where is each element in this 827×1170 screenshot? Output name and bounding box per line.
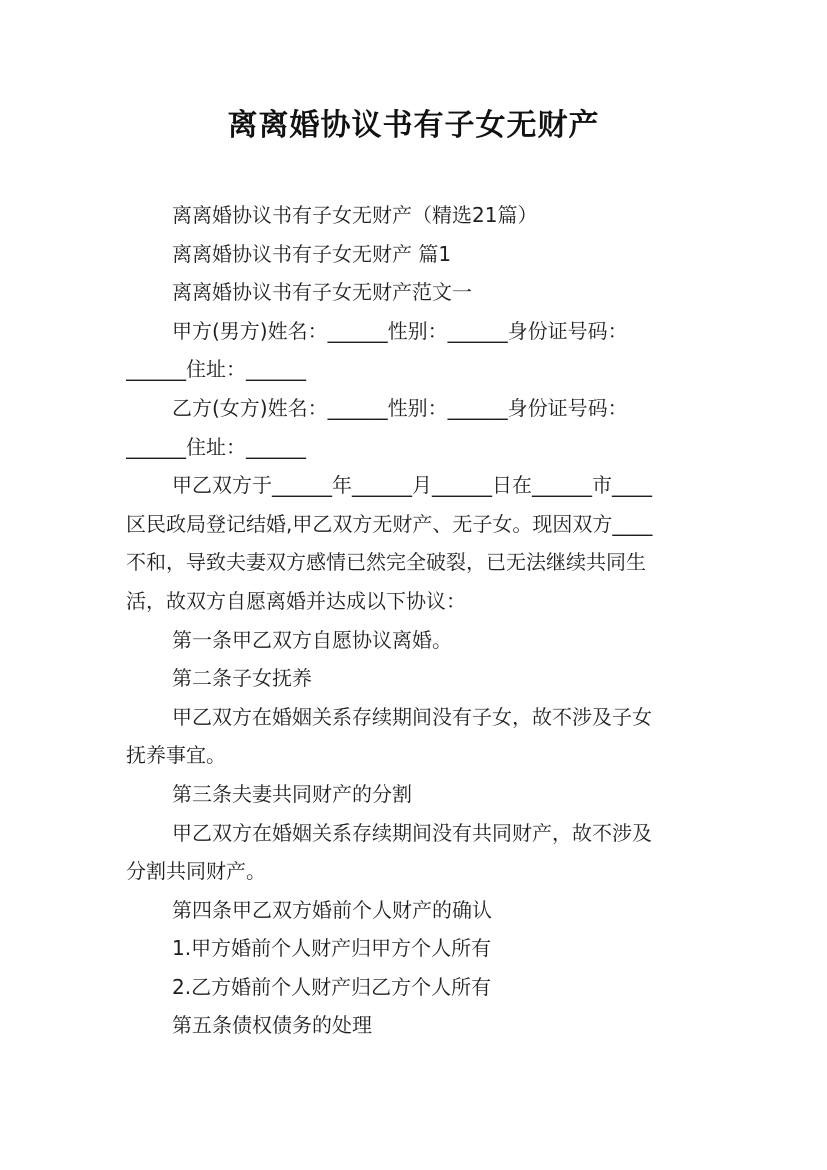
paragraph-line: 不和，导致夫妻双方感情已然完全破裂，已无法继续共同生 [126, 550, 646, 575]
paragraph-line: 第一条甲乙双方自愿协议离婚。 [172, 627, 452, 652]
paragraph-line: 甲乙双方于______年______月______日在______市____ [172, 473, 652, 498]
document-body [126, 196, 702, 1045]
paragraph-line: 第四条甲乙双方婚前个人财产的确认 [172, 897, 492, 922]
paragraph-line: 分割共同财产。 [126, 859, 266, 884]
paragraph-line: 离离婚协议书有子女无财产范文一 [172, 280, 472, 305]
paragraph-line: 2.乙方婚前个人财产归乙方个人所有 [172, 974, 492, 999]
paragraph-line: 乙方(女方)姓名：______性别：______身份证号码： [172, 395, 628, 420]
paragraph-line: 抚养事宜。 [126, 743, 226, 768]
paragraph-line: 第二条子女抚养 [172, 666, 312, 691]
paragraph-line: 1.甲方婚前个人财产归甲方个人所有 [172, 936, 492, 961]
paragraph-line: 区民政局登记结婚,甲乙双方无财产、无子女。现因双方____ [126, 511, 653, 536]
paragraph-line: 甲乙双方在婚姻关系存续期间没有共同财产，故不涉及 [172, 820, 652, 845]
paragraph-line: 甲乙双方在婚姻关系存续期间没有子女，故不涉及子女 [172, 704, 652, 729]
paragraph-line: ______住址：______ [126, 434, 306, 459]
paragraph-line: 甲方(男方)姓名：______性别：______身份证号码： [172, 318, 628, 343]
document-title: 离离婚协议书有子女无财产 [227, 108, 600, 143]
paragraph-line: ______住址：______ [126, 357, 306, 382]
paragraph-line: 离离婚协议书有子女无财产（精选21篇） [172, 203, 538, 227]
paragraph-line: 第三条夫妻共同财产的分割 [172, 781, 412, 806]
paragraph-line: 第五条债权债务的处理 [172, 1013, 372, 1038]
paragraph-line: 活，故双方自愿离婚并达成以下协议： [126, 588, 466, 613]
paragraph-line: 离离婚协议书有子女无财产 篇1 [172, 241, 452, 266]
